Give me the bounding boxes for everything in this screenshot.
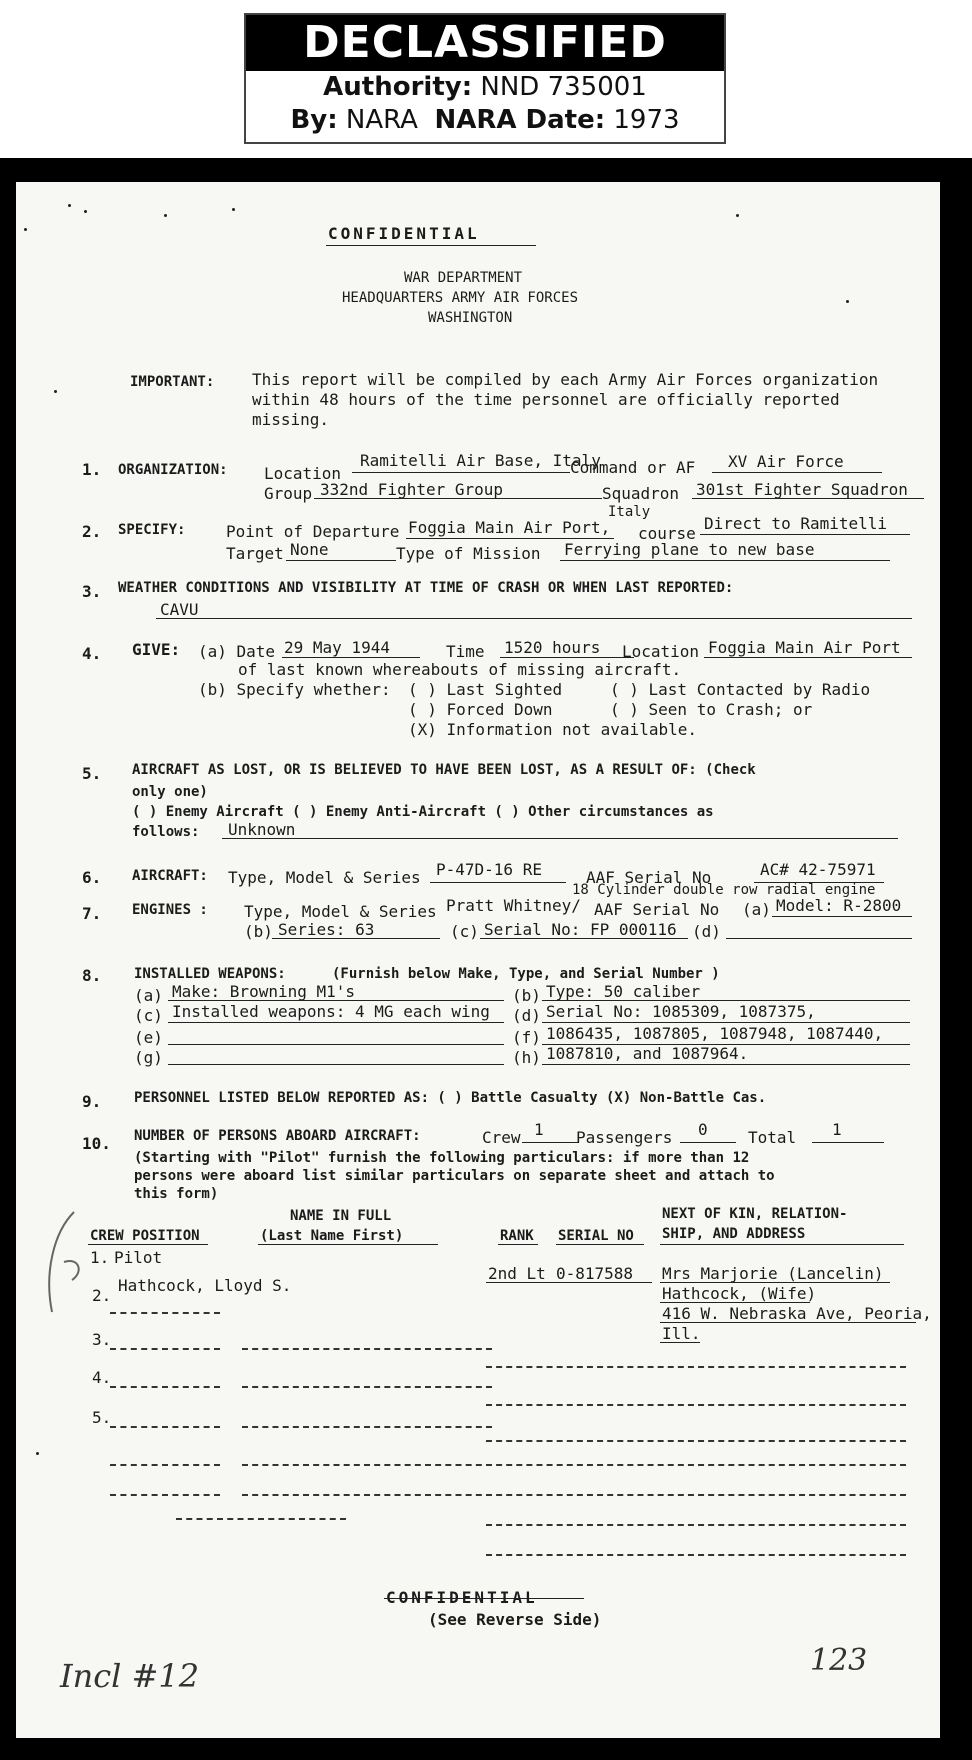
col-rank: RANK [500, 1228, 534, 1244]
s2-target-label: Target [226, 544, 284, 563]
s1-group-value: 332nd Fighter Group [320, 480, 504, 499]
col-kin-2: SHIP, AND ADDRESS [662, 1226, 806, 1242]
s10-total-label: Total [748, 1128, 797, 1147]
col-kin-1: NEXT OF KIN, RELATION- [662, 1206, 848, 1222]
s6-label: AIRCRAFT: [132, 868, 208, 884]
s6-type-value: P-47D-16 RE [436, 860, 542, 879]
s8-d-value: Serial No: 1085309, 1087375, [546, 1002, 816, 1021]
kin-line-3: 416 W. Nebraska Ave, Peoria, [662, 1304, 932, 1323]
s7-d-label: (d) [692, 922, 721, 941]
s7-type-value: Pratt Whitney/ [446, 896, 581, 915]
s8-f-value: 1086435, 1087805, 1087948, 1087440, [546, 1024, 884, 1043]
s10-crew-value: 1 [534, 1120, 544, 1139]
s2-course-label: course [638, 524, 696, 543]
row3-number: 3. [92, 1330, 112, 1349]
s10-passengers-label: Passengers [576, 1128, 673, 1147]
header-line-3: WASHINGTON [428, 310, 513, 326]
header-line-1: WAR DEPARTMENT [404, 270, 523, 286]
s7-b-value: Series: 63 [278, 920, 375, 939]
s2-course-value: Direct to Ramitelli [704, 514, 888, 533]
s4-option-not-available: (X) Information not available. [408, 720, 697, 739]
s6-type-label: Type, Model & Series [228, 868, 421, 887]
s7-type-label: Type, Model & Series [244, 902, 437, 921]
s4-number: 4. [82, 644, 102, 663]
s10-crew-label: Crew [482, 1128, 521, 1147]
row1-rank: 2nd Lt [488, 1264, 546, 1283]
s2-label: SPECIFY: [118, 522, 186, 538]
row1-name: Hathcock, Lloyd S. [118, 1276, 292, 1295]
stamp-by: By: NARA NARA Date: 1973 [290, 105, 680, 135]
margin-pencil-mark [34, 1202, 104, 1322]
row1-serial: 0-817588 [556, 1264, 634, 1283]
footer-classification: CONFIDENTIAL [386, 1588, 538, 1607]
s1-command-label: Command or AF [570, 458, 696, 477]
s10-passengers-value: 0 [698, 1120, 708, 1139]
s8-e-label: (e) [134, 1028, 163, 1047]
s4-option-radio: ( ) Last Contacted by Radio [610, 680, 871, 699]
report-page [16, 182, 940, 1738]
col-name-2: (Last Name First) [260, 1228, 404, 1244]
s3-number: 3. [82, 582, 102, 601]
handwritten-page-number: 123 [810, 1643, 868, 1678]
row5-number: 5. [92, 1408, 112, 1427]
s2-target-value: None [290, 540, 329, 559]
s2-mission-value: Ferrying plane to new base [564, 540, 815, 559]
stamp-authority: Authority: NND 735001 [323, 72, 647, 102]
s10-total-value: 1 [832, 1120, 842, 1139]
s4-time-value: 1520 hours [504, 638, 601, 657]
s4-time-label: Time [446, 642, 485, 661]
s9-text: PERSONNEL LISTED BELOW REPORTED AS: ( ) Battle Casualty (X) Non-Battle Cas. [134, 1090, 767, 1106]
s8-label: INSTALLED WEAPONS: [134, 966, 286, 982]
s4-date-value: 29 May 1944 [284, 638, 390, 657]
s8-c-label: (c) [134, 1006, 163, 1025]
s6-serial-value: AC# 42-75971 [760, 860, 876, 879]
row1-position: Pilot [114, 1248, 163, 1267]
s8-number: 8. [82, 966, 102, 985]
s2-mission-label: Type of Mission [396, 544, 541, 563]
s3-label: WEATHER CONDITIONS AND VISIBILITY AT TIME OF CRASH OR WHEN LAST REPORTED: [118, 580, 734, 596]
s4-location-label: Location [622, 642, 700, 661]
s5-follows-value: Unknown [228, 820, 296, 839]
s5-follows-label: follows: [132, 824, 200, 840]
s2-departure-label: Point of Departure [226, 522, 400, 541]
s2-departure-extra: Italy [608, 504, 651, 520]
s8-c-value: Installed weapons: 4 MG each wing [172, 1002, 490, 1021]
s7-engine-description: 18 Cylinder double row radial engine [572, 882, 876, 898]
s8-b-value: Type: 50 caliber [546, 982, 701, 1001]
declassified-stamp [244, 13, 726, 144]
s2-number: 2. [82, 522, 102, 541]
s4-label: GIVE: [132, 640, 181, 659]
s9-number: 9. [82, 1092, 102, 1111]
col-position: CREW POSITION [90, 1228, 200, 1244]
kin-line-4: Ill. [662, 1324, 701, 1343]
header-line-2: HEADQUARTERS ARMY AIR FORCES [342, 290, 579, 306]
stamp-title: DECLASSIFIED [246, 15, 724, 71]
s10-number: 10. [82, 1134, 111, 1153]
s7-c-value: Serial No: FP 000116 [484, 920, 677, 939]
s7-label: ENGINES : [132, 902, 208, 918]
s2-departure-value: Foggia Main Air Port, [408, 518, 611, 537]
s8-h-value: 1087810, and 1087964. [546, 1044, 749, 1063]
s1-label: ORGANIZATION: [118, 462, 228, 478]
s1-command-value: XV Air Force [728, 452, 844, 471]
s7-number: 7. [82, 904, 102, 923]
important-line-3: missing. [252, 410, 330, 429]
s5-number: 5. [82, 764, 102, 783]
col-name-1: NAME IN FULL [290, 1208, 392, 1224]
s8-note: (Furnish below Make, Type, and Serial Number ) [332, 966, 720, 982]
s4-option-last-sighted: ( ) Last Sighted [408, 680, 563, 699]
s5-line-2: only one) [132, 784, 208, 800]
s10-line-2: (Starting with "Pilot" furnish the following particulars: if more than 12 [134, 1150, 750, 1166]
s4-date-label: (a) Date [198, 642, 276, 661]
s1-squadron-label: Squadron [602, 484, 680, 503]
s7-b-label: (b) [244, 922, 273, 941]
s1-location-value: Ramitelli Air Base, Italy [360, 451, 601, 470]
s6-number: 6. [82, 868, 102, 887]
footer-reverse: (See Reverse Side) [428, 1610, 602, 1629]
important-label: IMPORTANT: [130, 374, 215, 390]
s5-line-1: AIRCRAFT AS LOST, OR IS BELIEVED TO HAVE BEEN LOST, AS A RESULT OF: (Check [132, 762, 756, 778]
s8-a-label: (a) [134, 986, 163, 1005]
s8-a-value: Make: Browning M1's [172, 982, 356, 1001]
important-line-2: within 48 hours of the time personnel are officially reported [252, 390, 840, 409]
col-serial: SERIAL NO [558, 1228, 634, 1244]
row1-number: 1. [90, 1248, 110, 1267]
handwritten-enclosure: Incl #12 [60, 1657, 200, 1695]
s1-squadron-value: 301st Fighter Squadron [696, 480, 908, 499]
s1-group-label: Group [264, 484, 313, 503]
important-line-1: This report will be compiled by each Army Air Forces organization [252, 370, 879, 389]
s4-option-forced-down: ( ) Forced Down [408, 700, 553, 719]
s4-specify-label: (b) Specify whether: [198, 680, 391, 699]
s7-serial-label: AAF Serial No [594, 900, 720, 919]
s8-d-label: (d) [512, 1006, 541, 1025]
s4-option-crash: ( ) Seen to Crash; or [610, 700, 813, 719]
row4-number: 4. [92, 1368, 112, 1387]
s1-number: 1. [82, 460, 102, 479]
s4-location-value: Foggia Main Air Port [708, 638, 901, 657]
s10-line-3: persons were aboard list similar particulars on separate sheet and attach to [134, 1168, 775, 1184]
s8-h-label: (h) [512, 1048, 541, 1067]
kin-line-1: Mrs Marjorie (Lancelin) [662, 1264, 884, 1283]
s10-label: NUMBER OF PERSONS ABOARD AIRCRAFT: [134, 1128, 421, 1144]
row2-number: 2. [92, 1286, 112, 1305]
s1-location-label: Location [264, 464, 342, 483]
s6-serial-label: AAF Serial No [586, 868, 712, 887]
s8-b-label: (b) [512, 986, 541, 1005]
s8-f-label: (f) [512, 1028, 541, 1047]
s7-c-label: (c) [450, 922, 479, 941]
s7-a-label: (a) [742, 900, 771, 919]
s5-line-3: ( ) Enemy Aircraft ( ) Enemy Anti-Aircraft ( ) Other circumstances as [132, 804, 714, 820]
s7-a-value: Model: R-2800 [776, 896, 902, 915]
header-classification: CONFIDENTIAL [328, 224, 480, 243]
s3-value: CAVU [160, 600, 199, 619]
s4-subtitle: of last known whereabouts of missing aircraft. [238, 660, 682, 679]
s10-line-4: this form) [134, 1186, 219, 1202]
kin-line-2: Hathcock, (Wife) [662, 1284, 817, 1303]
s8-g-label: (g) [134, 1048, 163, 1067]
